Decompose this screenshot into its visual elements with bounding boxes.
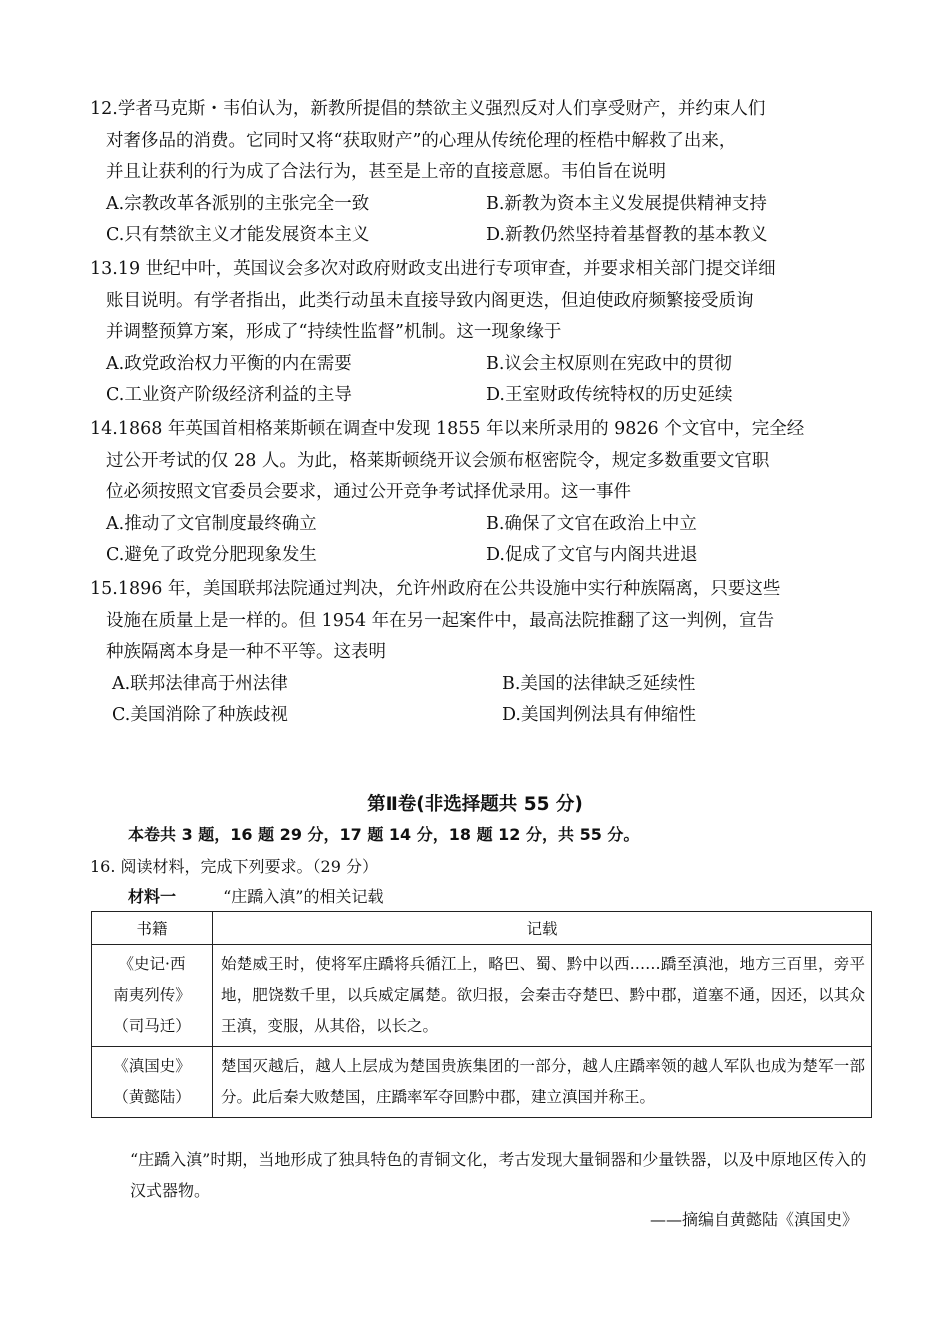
option-b[interactable]: B.美国的法律缺乏延续性 bbox=[502, 673, 696, 694]
options-row bbox=[90, 220, 870, 252]
question-16-prompt: 16. 阅读材料，完成下列要求。（29 分） bbox=[90, 857, 378, 876]
stem-line: 12.学者马克斯・韦伯认为，新教所提倡的禁欲主义强烈反对人们享受财产，并约束人们 bbox=[90, 99, 766, 119]
book-line: （司马迁） bbox=[113, 1017, 191, 1035]
option-a[interactable]: A.宗教改革各派别的主张完全一致 bbox=[106, 193, 370, 214]
stem-line: 种族隔离本身是一种不平等。这表明 bbox=[106, 642, 386, 662]
option-a[interactable]: A.推动了文官制度最终确立 bbox=[106, 513, 317, 534]
column-header-record: 记载 bbox=[213, 912, 872, 945]
options-row bbox=[90, 349, 870, 381]
stem-line: 并且让获利的行为成了合法行为，甚至是上帝的直接意愿。韦伯旨在说明 bbox=[106, 162, 666, 182]
option-c[interactable]: C.工业资产阶级经济利益的主导 bbox=[106, 385, 352, 405]
option-a[interactable]: A.政党政治权力平衡的内在需要 bbox=[106, 353, 352, 374]
records-table bbox=[91, 911, 872, 1118]
section-note: 本卷共 3 题，16 题 29 分，17 题 14 分，18 题 12 分，共 55 分。 bbox=[128, 825, 640, 844]
options-row bbox=[90, 540, 870, 572]
book-line: 《史记·西 bbox=[118, 955, 186, 973]
option-d[interactable]: D.促成了文官与内阁共进退 bbox=[486, 545, 698, 565]
option-c[interactable]: C.避免了政党分肥现象发生 bbox=[106, 545, 317, 565]
stem-line: 位必须按照文官委员会要求，通过公开竞争考试择优录用。这一事件 bbox=[106, 482, 631, 502]
question-13 bbox=[90, 254, 870, 412]
question-stem bbox=[90, 574, 870, 669]
book-cell bbox=[92, 945, 213, 1047]
question-14 bbox=[90, 414, 870, 572]
option-c[interactable]: C.美国消除了种族歧视 bbox=[112, 705, 288, 725]
options-row bbox=[90, 189, 870, 221]
table-header-row bbox=[92, 912, 872, 945]
book-line: 《滇国史》 bbox=[113, 1057, 191, 1075]
option-d[interactable]: D.美国判例法具有伸缩性 bbox=[502, 705, 696, 725]
book-line: （黄懿陆） bbox=[113, 1088, 191, 1106]
table-row bbox=[92, 945, 872, 1047]
options-row bbox=[90, 700, 870, 732]
material-heading bbox=[128, 884, 383, 907]
material-label: 材料一 bbox=[128, 887, 177, 906]
question-12 bbox=[90, 94, 870, 252]
stem-line: 过公开考试的仅 28 人。为此，格莱斯顿绕开议会颁布枢密院令，规定多数重要文官职 bbox=[106, 450, 770, 471]
material-paragraph bbox=[90, 1144, 870, 1206]
question-stem bbox=[90, 414, 870, 509]
option-b[interactable]: B.议会主权原则在宪政中的贯彻 bbox=[486, 353, 732, 374]
question-15 bbox=[90, 574, 870, 732]
stem-line: 设施在质量上是一样的。但 1954 年在另一起案件中，最高法院推翻了这一判例，宣告 bbox=[106, 610, 775, 631]
stem-line: 13.19 世纪中叶，英国议会多次对政府财政支出进行专项审查，并要求相关部门提交详细 bbox=[90, 259, 776, 279]
record-cell: 始楚威王时，使将军庄蹻将兵循江上，略巴、蜀、黔中以西……蹻至滇池，地方三百里，旁平地，肥饶数千里，以兵威定属楚。欲归报，会秦击夺楚巴、黔中郡，道塞不通，因还，以其众王滇，变服，从其俗，以长之。 bbox=[213, 945, 872, 1047]
stem-line: 对奢侈品的消费。它同时又将“获取财产”的心理从传统伦理的桎梏中解救了出来， bbox=[106, 130, 737, 151]
option-d[interactable]: D.新教仍然坚持着基督教的基本教义 bbox=[486, 225, 768, 245]
option-b[interactable]: B.确保了文官在政治上中立 bbox=[486, 513, 697, 534]
stem-line: 并调整预算方案，形成了“持续性监督”机制。这一现象缘于 bbox=[106, 322, 562, 342]
option-d[interactable]: D.王室财政传统特权的历史延续 bbox=[486, 385, 733, 405]
options-row bbox=[90, 380, 870, 412]
source-citation: ——摘编自黄懿陆《滇国史》 bbox=[649, 1210, 858, 1229]
stem-line: 账目说明。有学者指出，此类行动虽未直接导致内阁更迭，但迫使政府频繁接受质询 bbox=[106, 290, 754, 311]
option-a[interactable]: A.联邦法律高于州法律 bbox=[112, 673, 288, 694]
paragraph-text: “庄蹻入滇”时期，当地形成了独具特色的青铜文化，考古发现大量铜器和少量铁器，以及中原地区传入的汉式器物。 bbox=[130, 1150, 867, 1200]
material-title: “庄蹻入滇”的相关记载 bbox=[223, 887, 384, 906]
options-row bbox=[90, 669, 870, 701]
option-c[interactable]: C.只有禁欲主义才能发展资本主义 bbox=[106, 225, 370, 245]
options-row bbox=[90, 509, 870, 541]
option-b[interactable]: B.新教为资本主义发展提供精神支持 bbox=[486, 193, 767, 214]
record-cell: 楚国灭越后，越人上层成为楚国贵族集团的一部分，越人庄蹻率领的越人军队也成为楚军一部分。此后秦大败楚国，庄蹻率军夺回黔中郡，建立滇国并称王。 bbox=[213, 1047, 872, 1118]
section-title: 第Ⅱ卷(非选择题共 55 分) bbox=[367, 794, 583, 815]
stem-line: 15.1896 年，美国联邦法院通过判决，允许州政府在公共设施中实行种族隔离，只要这些 bbox=[90, 579, 781, 599]
question-stem bbox=[90, 254, 870, 349]
book-line: 南夷列传》 bbox=[113, 986, 191, 1004]
question-stem bbox=[90, 94, 870, 189]
column-header-book: 书籍 bbox=[92, 912, 213, 945]
book-cell bbox=[92, 1047, 213, 1118]
stem-line: 14.1868 年英国首相格莱斯顿在调查中发现 1855 年以来所录用的 9826 个文官中，完全经 bbox=[90, 419, 805, 439]
table-row bbox=[92, 1047, 872, 1118]
